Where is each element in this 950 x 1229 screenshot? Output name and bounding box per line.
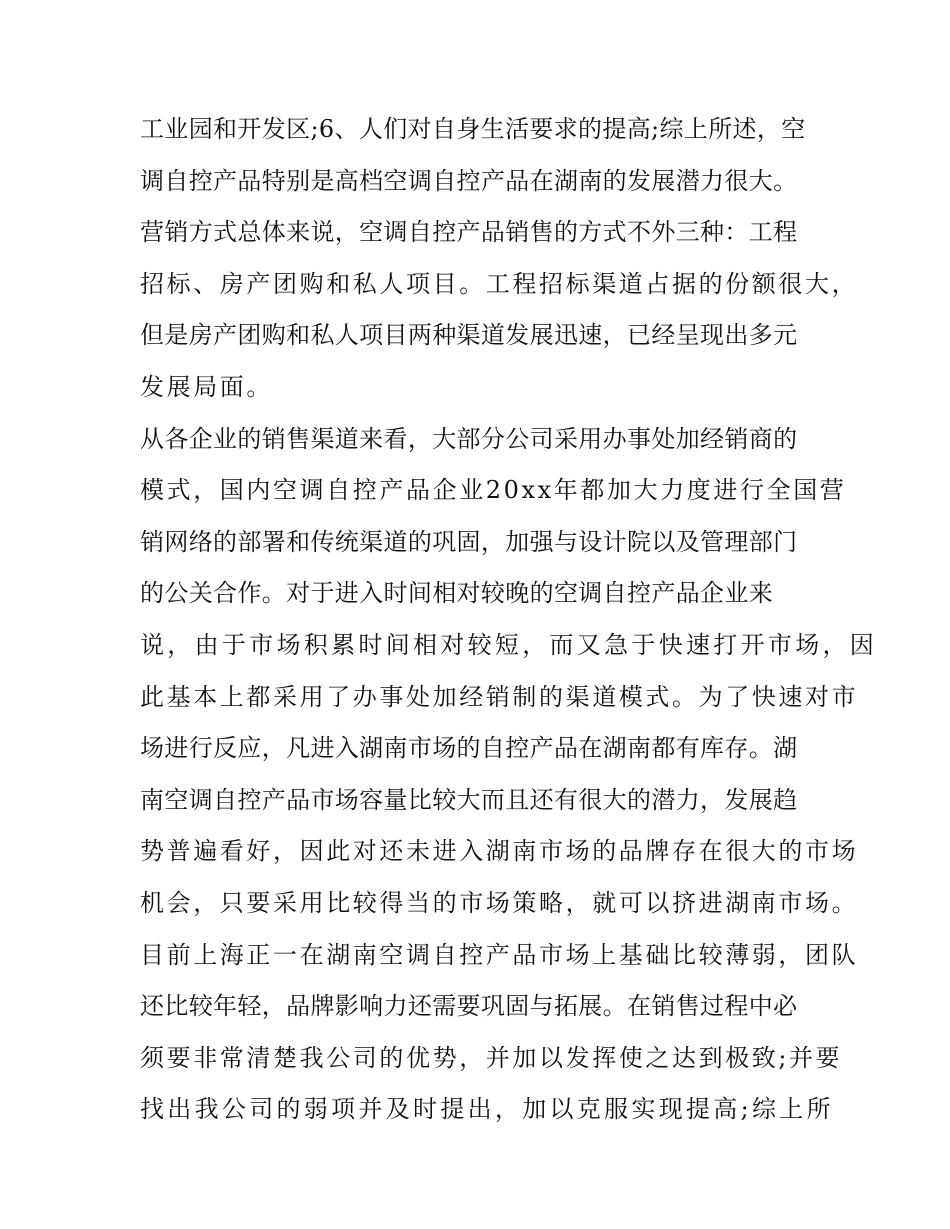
document-text [140, 104, 878, 1136]
text-line-9: 销网络的部署和传统渠道的巩固，加强与设计院以及管理部门 [140, 527, 798, 556]
text-line-15: 势普遍看好，因此对还未进入湖南市场的品牌存在很大的市场 [140, 837, 859, 866]
text-line-1: 工业园和开发区;6、人们对自身生活要求的提高;综上所述，空 [140, 115, 806, 143]
text-line-5: 但是房产团购和私人项目两种渠道发展迅速，已经呈现出多元 [140, 321, 798, 350]
text-line-14: 南空调自控产品市场容量比较大而且还有很大的潜力，发展趋 [140, 785, 798, 814]
text-line-20: 找出我公司的弱项并及时提出，加以克服实现提高;综上所 [140, 1095, 834, 1124]
text-line-17: 目前上海正一在湖南空调自控产品市场上基础比较薄弱，团队 [140, 940, 859, 969]
text-line-13: 场进行反应，凡进入湖南市场的自控产品在湖南都有库存。湖 [140, 734, 798, 763]
text-line-4: 招标、房产团购和私人项目。工程招标渠道占据的份额很大， [140, 269, 859, 298]
text-line-3: 营销方式总体来说，空调自控产品销售的方式不外三种：工程 [140, 218, 798, 247]
text-line-6: 发展局面。 [140, 372, 273, 401]
text-line-12: 此基本上都采用了办事处加经销制的渠道模式。为了快速对市 [140, 682, 859, 711]
text-line-16: 机会，只要采用比较得当的市场策略，就可以挤进湖南市场。 [140, 888, 859, 917]
text-line-7: 从各企业的销售渠道来看，大部分公司采用办事处加经销商的 [140, 424, 798, 453]
text-line-19: 须要非常清楚我公司的优势，并加以发挥使之达到极致;并要 [140, 1043, 843, 1072]
text-line-11: 说，由于市场积累时间相对较短，而又急于快速打开市场，因 [140, 630, 878, 659]
text-line-18: 还比较年轻，品牌影响力还需要巩固与拓展。在销售过程中必 [140, 992, 798, 1021]
text-line-10: 的公关合作。对于进入时间相对较晚的空调自控产品企业来 [140, 579, 774, 608]
text-line-8: 模式，国内空调自控产品企业20xx年都加大力度进行全国营 [140, 476, 847, 505]
text-line-2: 调自控产品特别是高档空调自控产品在湖南的发展潜力很大。 [140, 166, 798, 195]
